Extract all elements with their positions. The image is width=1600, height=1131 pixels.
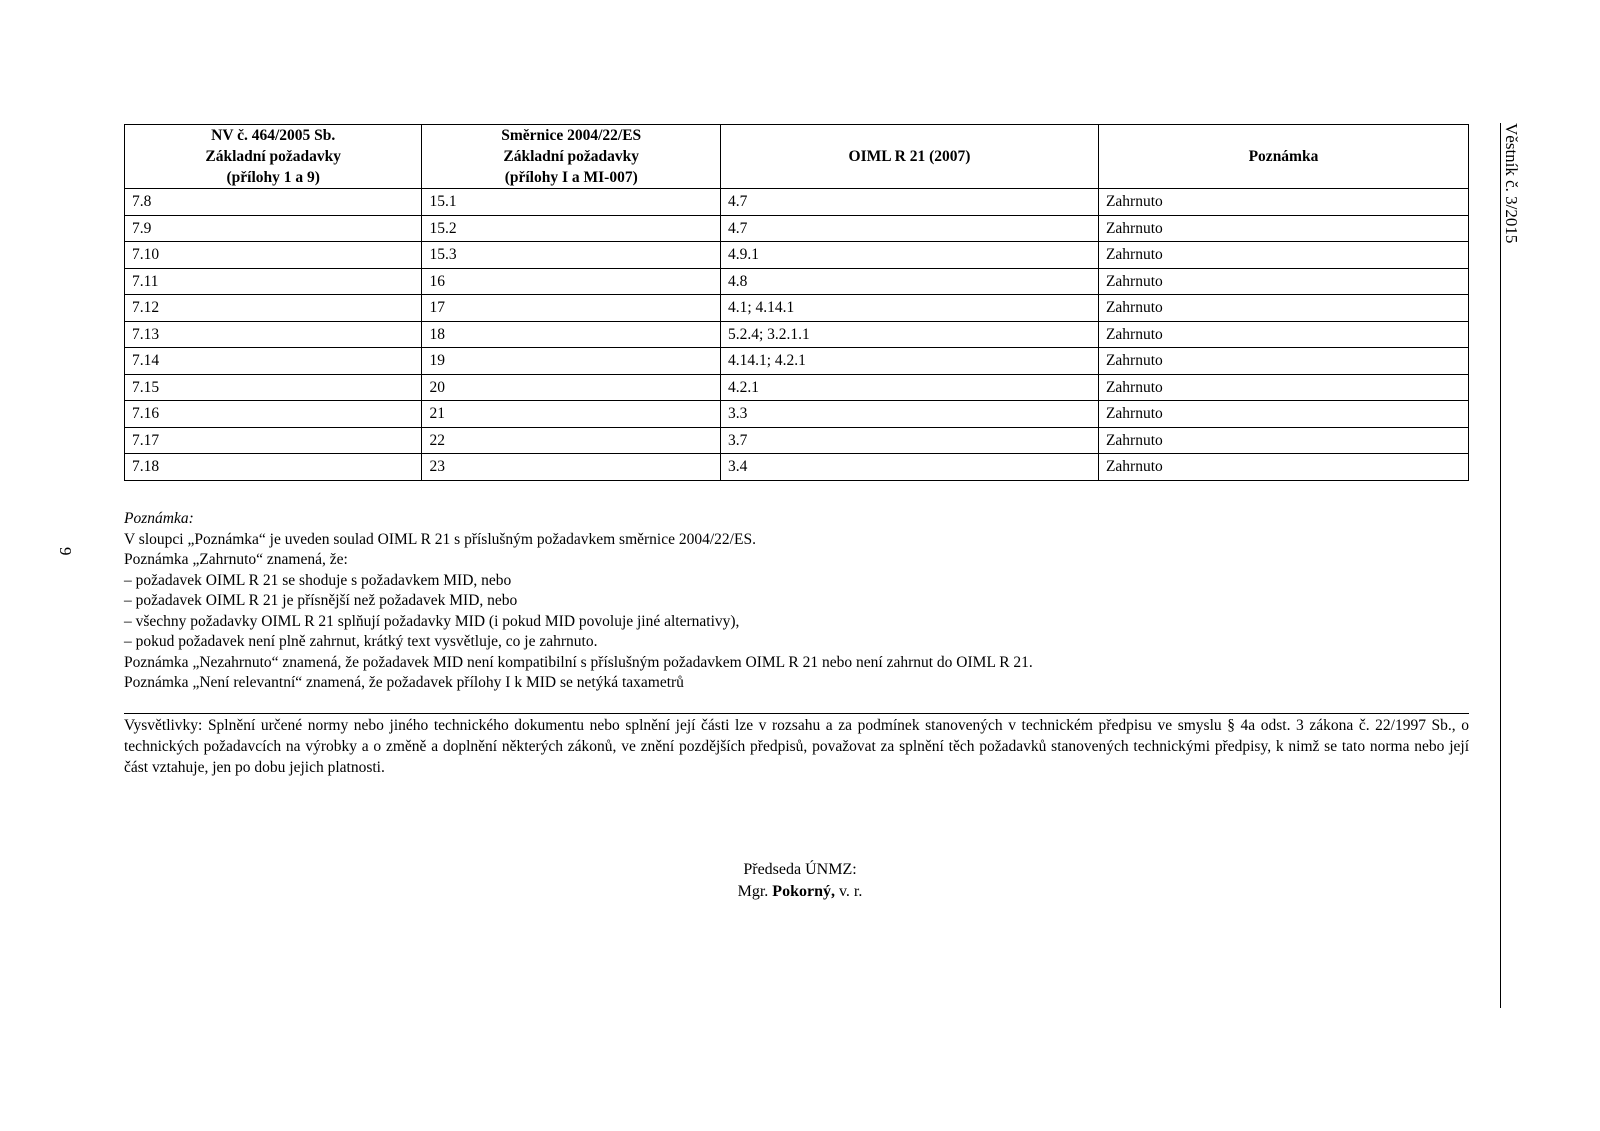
signature-line	[0, 881, 1600, 903]
table-row	[125, 454, 1469, 481]
table-row	[125, 268, 1469, 295]
notes-line: Poznámka „Nezahrnuto“ znamená, že požadavek MID není kompatibilní s příslušným požadavkem OIML R 21 nebo není zahrnut do OIML R 21.	[124, 653, 1033, 671]
cell-oiml: 4.14.1; 4.2.1	[720, 348, 1098, 375]
cell-note: Zahrnuto	[1098, 348, 1468, 375]
cell-nv: 7.12	[125, 295, 422, 322]
table-row	[125, 427, 1469, 454]
signature-title: Předseda ÚNMZ:	[743, 861, 857, 878]
header-nv	[125, 125, 422, 189]
cell-note: Zahrnuto	[1098, 189, 1468, 216]
cell-nv: 7.15	[125, 374, 422, 401]
cell-note: Zahrnuto	[1098, 374, 1468, 401]
cell-nv: 7.11	[125, 268, 422, 295]
cell-nv: 7.14	[125, 348, 422, 375]
cell-oiml: 4.9.1	[720, 242, 1098, 269]
page-number-text: 9	[56, 547, 75, 556]
cell-note: Zahrnuto	[1098, 401, 1468, 428]
header-directive	[422, 125, 721, 189]
cell-note: Zahrnuto	[1098, 215, 1468, 242]
cell-note: Zahrnuto	[1098, 427, 1468, 454]
header-directive-line-3: (přílohy I a MI-007)	[504, 169, 638, 186]
cell-oiml: 5.2.4; 3.2.1.1	[720, 321, 1098, 348]
signature-block	[0, 859, 1600, 903]
cell-directive: 15.1	[422, 189, 721, 216]
notes-section	[124, 509, 1469, 694]
table-header-row	[125, 125, 1469, 189]
signature-suffix: v. r.	[838, 883, 863, 900]
notes-line: Poznámka „Není relevantní“ znamená, že požadavek přílohy I k MID se netýká taxametrů	[124, 674, 684, 691]
table-row	[125, 215, 1469, 242]
cell-directive: 17	[422, 295, 721, 322]
cell-note: Zahrnuto	[1098, 242, 1468, 269]
table-row	[125, 242, 1469, 269]
footnote-divider	[124, 713, 1469, 714]
notes-line: V sloupci „Poznámka“ je uveden soulad OIML R 21 s příslušným požadavkem směrnice 2004/22/ES.	[124, 530, 756, 548]
header-directive-line-2: Základní požadavky	[503, 148, 640, 165]
table-body	[125, 189, 1469, 481]
cell-note: Zahrnuto	[1098, 454, 1468, 481]
correspondence-table	[124, 124, 1469, 481]
table-row	[125, 321, 1469, 348]
cell-oiml: 4.7	[720, 215, 1098, 242]
cell-nv: 7.18	[125, 454, 422, 481]
notes-line: – všechny požadavky OIML R 21 splňují požadavky MID (i pokud MID povoluje jiné alternativy),	[124, 612, 740, 630]
notes-line: – pokud požadavek není plně zahrnut, krátký text vysvětluje, co je zahrnuto.	[124, 633, 598, 650]
cell-directive: 15.2	[422, 215, 721, 242]
header-note-line-1: Poznámka	[1248, 148, 1319, 165]
cell-oiml: 3.3	[720, 401, 1098, 428]
cell-nv: 7.16	[125, 401, 422, 428]
cell-note: Zahrnuto	[1098, 268, 1468, 295]
signature-prefix: Mgr.	[737, 883, 769, 900]
table-header	[125, 125, 1469, 189]
header-nv-line-3: (přílohy 1 a 9)	[226, 169, 320, 186]
table-row	[125, 189, 1469, 216]
cell-oiml: 3.4	[720, 454, 1098, 481]
cell-directive: 20	[422, 374, 721, 401]
cell-directive: 21	[422, 401, 721, 428]
table-row	[125, 374, 1469, 401]
cell-oiml: 4.8	[720, 268, 1098, 295]
cell-directive: 18	[422, 321, 721, 348]
journal-header	[1500, 123, 1522, 283]
page-number	[56, 547, 74, 565]
header-oiml-line-1: OIML R 21 (2007)	[848, 148, 971, 165]
cell-nv: 7.8	[125, 189, 422, 216]
cell-note: Zahrnuto	[1098, 321, 1468, 348]
cell-oiml: 4.1; 4.14.1	[720, 295, 1098, 322]
cell-directive: 22	[422, 427, 721, 454]
header-directive-line-1: Směrnice 2004/22/ES	[501, 127, 642, 144]
cell-oiml: 3.7	[720, 427, 1098, 454]
cell-note: Zahrnuto	[1098, 295, 1468, 322]
cell-directive: 19	[422, 348, 721, 375]
header-nv-line-2: Základní požadavky	[205, 148, 342, 165]
cell-nv: 7.9	[125, 215, 422, 242]
cell-oiml: 4.7	[720, 189, 1098, 216]
notes-line: – požadavek OIML R 21 se shoduje s požadavkem MID, nebo	[124, 571, 512, 589]
notes-line: – požadavek OIML R 21 je přísnější než požadavek MID, nebo	[124, 592, 518, 609]
footnote-text: Vysvětlivky: Splnění určené normy nebo jiného technického dokumentu nebo splnění její části lze v rozsahu a za podmínek stanovených v technickém předpisu ve smyslu § 4a odst. 3 zákona č. 22/1997 Sb., o technických požadavcích na výrobky a o změně a doplnění některých zákonů, ve znění pozdějších předpisů, považovat za splnění těch požadavků stanovených technickými předpisy, k nimž se tato norma nebo její část vztahuje, jen po dobu jejich platnosti.	[124, 717, 1469, 776]
table-row	[125, 401, 1469, 428]
header-note	[1098, 125, 1468, 189]
signature-name: Pokorný,	[772, 883, 835, 900]
cell-nv: 7.17	[125, 427, 422, 454]
cell-directive: 16	[422, 268, 721, 295]
table-row	[125, 348, 1469, 375]
cell-nv: 7.10	[125, 242, 422, 269]
cell-oiml: 4.2.1	[720, 374, 1098, 401]
cell-nv: 7.13	[125, 321, 422, 348]
cell-directive: 23	[422, 454, 721, 481]
header-oiml	[720, 125, 1098, 189]
cell-directive: 15.3	[422, 242, 721, 269]
header-nv-line-1: NV č. 464/2005 Sb.	[211, 127, 336, 144]
journal-title: Věstník č. 3/2015	[1502, 123, 1521, 244]
notes-heading: Poznámka:	[124, 510, 194, 527]
notes-line: Poznámka „Zahrnuto“ znamená, že:	[124, 551, 348, 568]
table-row	[125, 295, 1469, 322]
